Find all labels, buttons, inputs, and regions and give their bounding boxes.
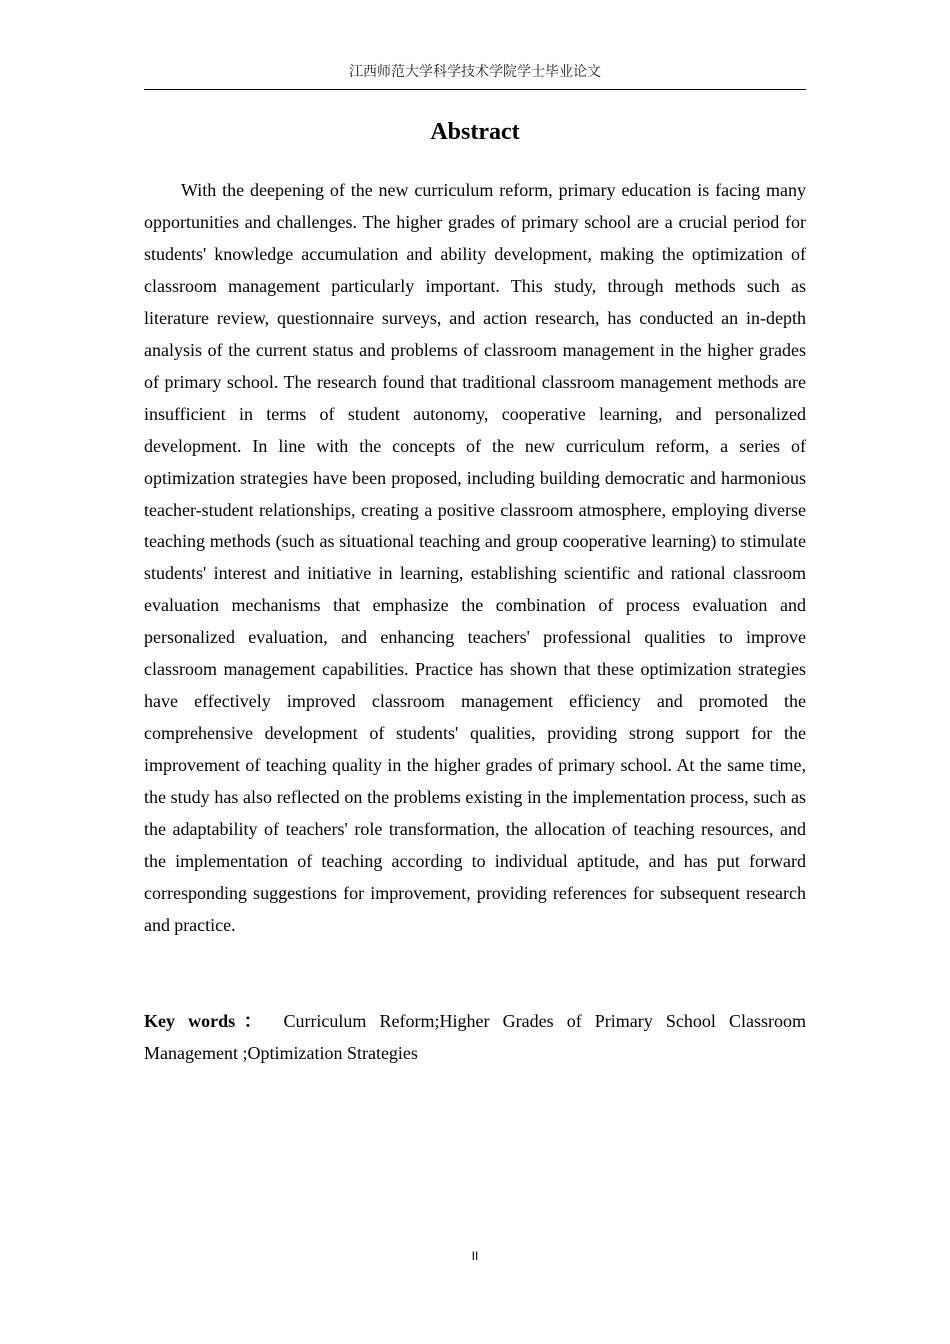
running-header-text: 江西师范大学科学技术学院学士毕业论文 (349, 64, 601, 80)
keywords-text: Curriculum Reform;Higher Grades of Primary School Classroom Management ;Optimization Strategies (144, 1011, 807, 1063)
keywords-paragraph (144, 1005, 806, 1069)
abstract-title: Abstract (430, 119, 520, 145)
page-number: II (471, 1249, 479, 1263)
keywords-label: Key words： (144, 1011, 271, 1031)
running-header (144, 62, 806, 90)
abstract-body: With the deepening of the new curriculum reform, primary education is facing many opportunities and challenges. The higher grades of primary school are a crucial period for students' knowledge accumulation and ability development, making the optimization of classroom management particularly important. This study, through methods such as literature review, questionnaire surveys, and action research, has conducted an in-depth analysis of the current status and problems of classroom management in the higher grades of primary school. The research found that traditional classroom management methods are insufficient in terms of student autonomy, cooperative learning, and personalized development. In line with the concepts of the new curriculum reform, a series of optimization strategies have been proposed, including building democratic and harmonious teacher-student relationships, creating a positive classroom atmosphere, employing diverse teaching methods (such as situational teaching and group cooperative learning) to stimulate students' interest and initiative in learning, establishing scientific and rational classroom evaluation mechanisms that emphasize the combination of process evaluation and personalized evaluation, and enhancing teachers' professional qualities to improve classroom management capabilities. Practice has shown that these optimization strategies have effectively improved classroom management efficiency and promoted the comprehensive development of students' qualities, providing strong support for the improvement of teaching quality in the higher grades of primary school. At the same time, the study has also reflected on the problems existing in the implementation process, such as the adaptability of teachers' role transformation, the allocation of teaching resources, and the implementation of teaching according to individual aptitude, and has put forward corresponding suggestions for improvement, providing references for subsequent research and practice. (144, 180, 806, 935)
